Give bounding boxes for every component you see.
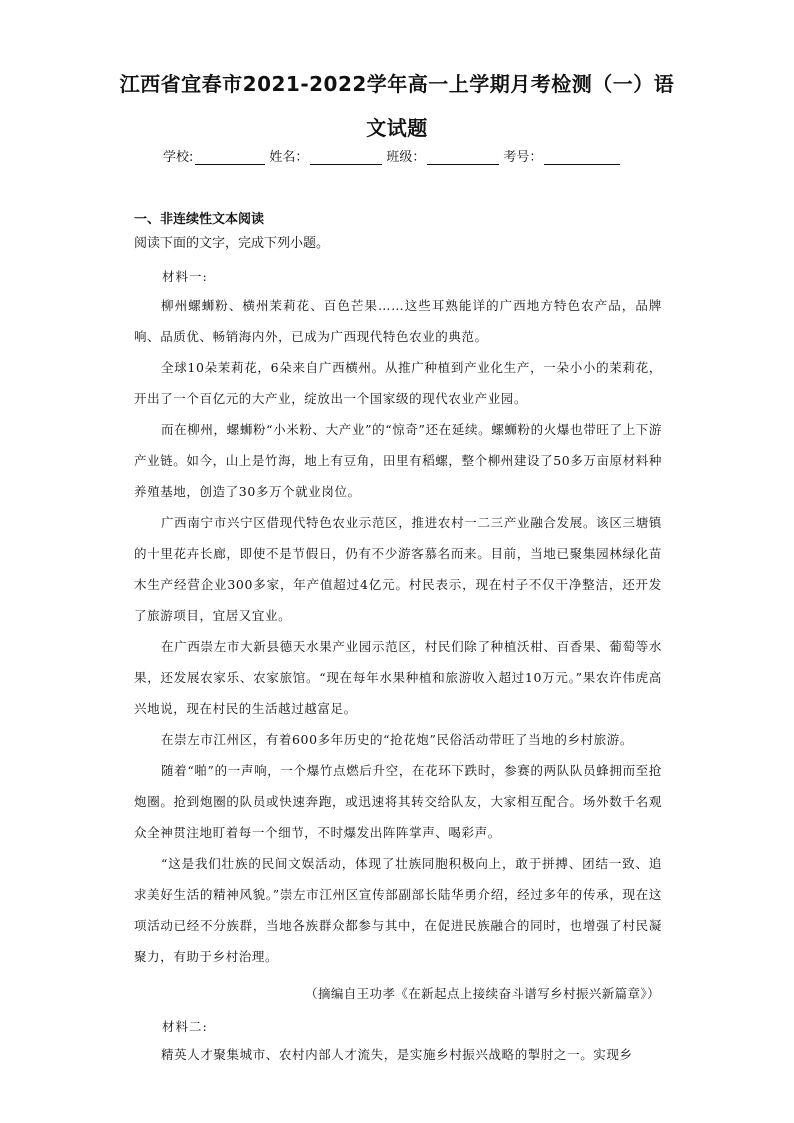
school-field[interactable] bbox=[195, 150, 265, 165]
material-1-source: （摘编自王功孝《在新起点上接续奋斗谱写乡村振兴新篇章》） bbox=[305, 986, 660, 1001]
material-2-paragraph: 精英人才聚集城市、农村内部人才流失，是实施乡村振兴战略的掣肘之一。实现乡 bbox=[161, 1047, 633, 1062]
class-label: 班级： bbox=[386, 150, 426, 165]
material-1-paragraph: “这是我们壮族的民间文娱活动，体现了壮族同胞积极向上，敢于拼搏、团结一致、追求美好生活的精神风貌。”崇左市江州区宣传部副部长陆华勇介绍，经过多年的传承，现在这项活动已经不分族群，当地各族群众都参与其中，在促进民族融合的同时，也增强了村民凝聚力，有助于乡村治理。 bbox=[134, 856, 662, 964]
school-label: 学校: bbox=[163, 150, 194, 165]
material-1-paragraph: 广西南宁市兴宁区借现代特色农业示范区，推进农村一二三产业融合发展。该区三塘镇的十里花卉长廊，即使不是节假日，仍有不少游客慕名而来。目前，当地已聚集园林绿化苗木生产经营企业300多家，年产值超过4亿元。村民表示，现在村子不仅干净整洁，还开发了旅游项目，宜居又宜业。 bbox=[134, 515, 662, 623]
name-field[interactable] bbox=[310, 150, 382, 165]
name-label: 姓名： bbox=[269, 150, 309, 165]
exam-no-label: 考号： bbox=[503, 150, 543, 165]
material-1-label: 材料一: bbox=[162, 269, 208, 284]
material-1-paragraph: 在崇左市江州区，有着600多年历史的“抢花炮”民俗活动带旺了当地的乡村旅游。 bbox=[161, 732, 633, 747]
material-1-paragraph: 全球10朵茉莉花，6朵来自广西横州。从推广种植到产业化生产，一朵小小的茉莉花，开出了一个百亿元的大产业，绽放出一个国家级的现代农业产业园。 bbox=[134, 360, 662, 406]
material-1-paragraph: 柳州螺蛳粉、横州茉莉花、百色芒果……这些耳熟能详的广西地方特色农产品，品牌响、品质优、畅销海内外，已成为广西现代特色农业的典范。 bbox=[134, 298, 662, 344]
student-info-row bbox=[163, 146, 624, 165]
page-title-line-2: 文试题 bbox=[366, 116, 428, 140]
material-1-paragraph: 而在柳州，螺蛳粉“小米粉、大产业”的“惊奇”还在延续。螺蛳粉的火爆也带旺了上下游产业链。如今，山上是竹海，地上有豆角，田里有稻螺，整个柳州建设了50多万亩原材料种养殖基地，创造了30多万个就业岗位。 bbox=[134, 422, 663, 499]
material-2-label: 材料二: bbox=[162, 1019, 208, 1034]
page-title-line-1: 江西省宜春市2021-2022学年高一上学期月考检测（一）语 bbox=[119, 72, 675, 96]
section-instruction: 阅读下面的文字，完成下列小题。 bbox=[134, 236, 330, 251]
material-1-paragraph: 在广西崇左市大新县德天水果产业园示范区，村民们除了种植沃柑、百香果、葡萄等水果，还发展农家乐、农家旅馆。“现在每年水果种植和旅游收入超过10万元。”果农许伟虎高兴地说，现在村民的生活越过越富足。 bbox=[134, 639, 662, 716]
class-field[interactable] bbox=[427, 150, 499, 165]
exam-no-field[interactable] bbox=[544, 150, 620, 165]
section-heading: 一、非连续性文本阅读 bbox=[134, 212, 265, 227]
material-1-paragraph: 随着“啪”的一声响，一个爆竹点燃后升空，在花环下跌时，参赛的两队队员蜂拥而至抢炮圈。抢到炮圈的队员或快速奔跑，或迅速将其转交给队友，大家相互配合。场外数千名观众全神贯注地盯着每一个细节，不时爆发出阵阵掌声、喝彩声。 bbox=[134, 763, 662, 840]
